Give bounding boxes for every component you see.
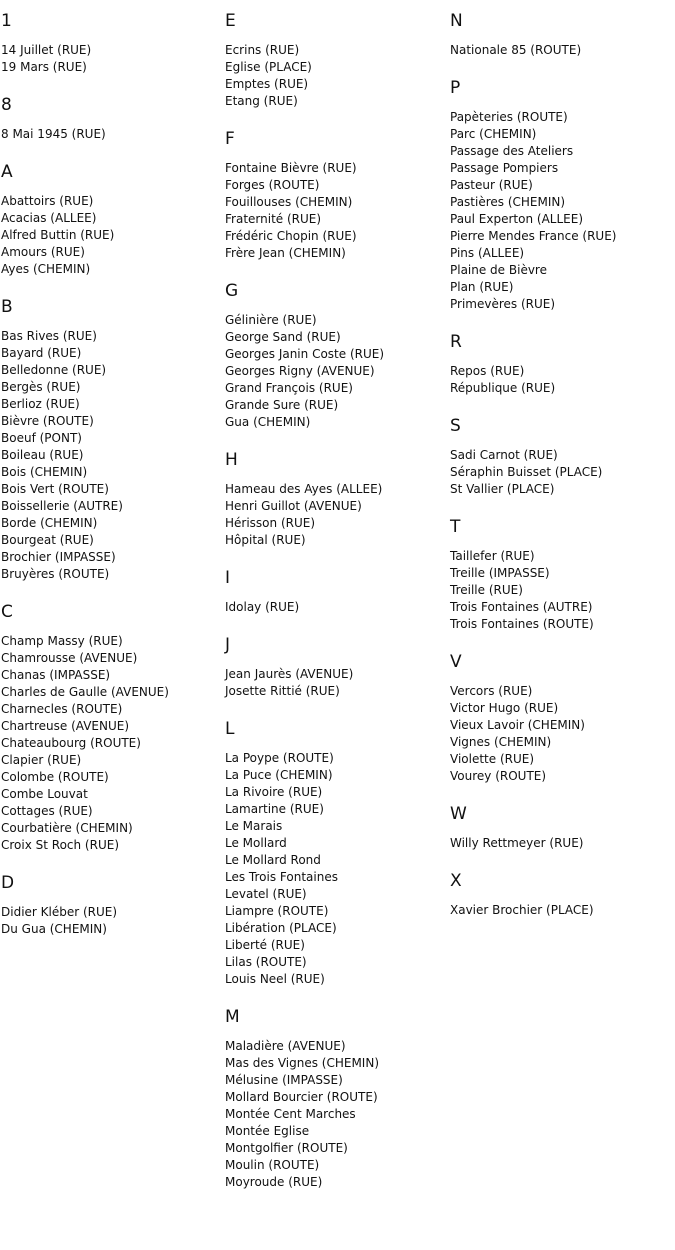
street-item: Taillefer (RUE) (450, 549, 535, 563)
letter-group (225, 128, 447, 262)
street-item: Moyroude (RUE) (225, 1175, 323, 1189)
street-item: Sadi Carnot (RUE) (450, 448, 558, 462)
street-item: Hôpital (RUE) (225, 533, 306, 547)
letter-heading: F (225, 129, 235, 149)
street-item: Parc (CHEMIN) (450, 127, 537, 141)
street-item: Georges Rigny (AVENUE) (225, 364, 375, 378)
street-item: Fontaine Bièvre (RUE) (225, 161, 357, 175)
street-item: Jean Jaurès (AVENUE) (225, 667, 354, 681)
letter-group (1, 10, 221, 76)
street-item: 8 Mai 1945 (RUE) (1, 127, 106, 141)
letter-group (450, 870, 672, 919)
street-item: Borde (CHEMIN) (1, 516, 98, 530)
street-list (225, 42, 447, 110)
letter-heading: B (1, 297, 13, 317)
street-item: Vourey (ROUTE) (450, 769, 547, 783)
letter-heading: M (225, 1007, 240, 1027)
letter-group (225, 634, 447, 700)
street-list (225, 750, 447, 988)
street-item: Passage Pompiers (450, 161, 559, 175)
street-item: Grand François (RUE) (225, 381, 353, 395)
street-item: St Vallier (PLACE) (450, 482, 555, 496)
street-item: Gélinière (RUE) (225, 313, 317, 327)
street-list (1, 633, 221, 854)
street-item: Courbatière (CHEMIN) (1, 821, 133, 835)
letter-heading: G (225, 281, 239, 301)
street-item: Forges (ROUTE) (225, 178, 320, 192)
street-item: Emptes (RUE) (225, 77, 309, 91)
street-item: Bièvre (ROUTE) (1, 414, 94, 428)
street-item: Frère Jean (CHEMIN) (225, 246, 346, 260)
street-item: Liberté (RUE) (225, 938, 305, 952)
street-item: Chamrousse (AVENUE) (1, 651, 138, 665)
street-index-column-2 (225, 10, 447, 1209)
street-item: Boissellerie (AUTRE) (1, 499, 123, 513)
street-item: Du Gua (CHEMIN) (1, 922, 107, 936)
street-item: Maladière (AVENUE) (225, 1039, 346, 1053)
letter-group (1, 872, 221, 938)
street-item: Les Trois Fontaines (225, 870, 338, 884)
street-list (450, 109, 672, 313)
street-item: Treille (RUE) (450, 583, 523, 597)
street-item: Charles de Gaulle (AVENUE) (1, 685, 169, 699)
letter-group (1, 94, 221, 143)
street-item: Boeuf (PONT) (1, 431, 82, 445)
letter-heading: P (450, 78, 461, 98)
letter-group (1, 296, 221, 583)
street-list (1, 328, 221, 583)
street-list (450, 42, 672, 59)
street-item: Repos (RUE) (450, 364, 525, 378)
letter-group (225, 449, 447, 549)
letter-heading: S (450, 416, 461, 436)
letter-group (450, 10, 672, 59)
street-item: Grande Sure (RUE) (225, 398, 339, 412)
street-item: Pastières (CHEMIN) (450, 195, 566, 209)
letter-heading: L (225, 719, 235, 739)
street-item: Mas des Vignes (CHEMIN) (225, 1056, 380, 1070)
street-item: Abattoirs (RUE) (1, 194, 94, 208)
street-list (1, 193, 221, 278)
street-item: Belledonne (RUE) (1, 363, 107, 377)
street-list (450, 548, 672, 633)
street-item: Josette Rittié (RUE) (225, 684, 340, 698)
letter-group (225, 280, 447, 431)
street-item: Hameau des Ayes (ALLEE) (225, 482, 383, 496)
letter-group (450, 651, 672, 785)
letter-group (225, 1006, 447, 1191)
street-item: Willy Rettmeyer (RUE) (450, 836, 584, 850)
street-item: Vignes (CHEMIN) (450, 735, 552, 749)
letter-group (1, 161, 221, 278)
street-item: 19 Mars (RUE) (1, 60, 87, 74)
letter-heading: 1 (1, 11, 12, 31)
street-item: George Sand (RUE) (225, 330, 341, 344)
letter-heading: A (1, 162, 13, 182)
street-list (225, 312, 447, 431)
street-item: Mélusine (IMPASSE) (225, 1073, 343, 1087)
street-item: Montgolfier (ROUTE) (225, 1141, 348, 1155)
street-item: Treille (IMPASSE) (450, 566, 550, 580)
letter-heading: N (450, 11, 463, 31)
street-list (450, 683, 672, 785)
street-list (1, 904, 221, 938)
letter-heading: D (1, 873, 15, 893)
letter-heading: X (450, 871, 462, 891)
street-item: Fouillouses (CHEMIN) (225, 195, 353, 209)
street-item: Eglise (PLACE) (225, 60, 312, 74)
street-item: Brochier (IMPASSE) (1, 550, 116, 564)
street-item: Primevères (RUE) (450, 297, 556, 311)
letter-heading: V (450, 652, 462, 672)
street-item: Nationale 85 (ROUTE) (450, 43, 582, 57)
street-item: Henri Guillot (AVENUE) (225, 499, 362, 513)
street-item: Fraternité (RUE) (225, 212, 322, 226)
letter-heading: W (450, 804, 467, 824)
street-item: Bergès (RUE) (1, 380, 81, 394)
street-item: Trois Fontaines (AUTRE) (450, 600, 593, 614)
street-item: Pierre Mendes France (RUE) (450, 229, 617, 243)
street-item: Bas Rives (RUE) (1, 329, 97, 343)
street-item: République (RUE) (450, 381, 556, 395)
street-item: Lilas (ROUTE) (225, 955, 307, 969)
letter-group (1, 601, 221, 854)
street-item: Etang (RUE) (225, 94, 298, 108)
letter-heading: H (225, 450, 238, 470)
street-list (450, 363, 672, 397)
street-list (225, 666, 447, 700)
street-item: Passage des Ateliers (450, 144, 574, 158)
letter-group (225, 10, 447, 110)
street-item: La Puce (CHEMIN) (225, 768, 333, 782)
letter-heading: R (450, 332, 462, 352)
letter-heading: C (1, 602, 13, 622)
street-item: Moulin (ROUTE) (225, 1158, 320, 1172)
street-item: Frédéric Chopin (RUE) (225, 229, 357, 243)
street-list (225, 160, 447, 262)
street-item: Le Marais (225, 819, 283, 833)
street-item: Champ Massy (RUE) (1, 634, 123, 648)
street-list (450, 447, 672, 498)
letter-heading: E (225, 11, 236, 31)
street-item: Croix St Roch (RUE) (1, 838, 120, 852)
street-item: Libération (PLACE) (225, 921, 337, 935)
street-index-column-3 (450, 10, 672, 937)
street-item: Chanas (IMPASSE) (1, 668, 111, 682)
street-item: Gua (CHEMIN) (225, 415, 311, 429)
street-item: Cottages (RUE) (1, 804, 93, 818)
street-list (1, 42, 221, 76)
letter-heading: J (225, 635, 231, 655)
street-item: Bruyères (ROUTE) (1, 567, 110, 581)
street-item: Ayes (CHEMIN) (1, 262, 91, 276)
street-item: Levatel (RUE) (225, 887, 307, 901)
street-item: Pasteur (RUE) (450, 178, 533, 192)
street-item: Paul Experton (ALLEE) (450, 212, 583, 226)
street-item: Bois (CHEMIN) (1, 465, 88, 479)
street-item: Le Mollard Rond (225, 853, 321, 867)
street-item: Chateaubourg (ROUTE) (1, 736, 141, 750)
street-list (225, 481, 447, 549)
letter-group (450, 516, 672, 633)
street-item: Mollard Bourcier (ROUTE) (225, 1090, 378, 1104)
street-list (1, 126, 221, 143)
street-item: La Rivoire (RUE) (225, 785, 323, 799)
street-item: Chartreuse (AVENUE) (1, 719, 130, 733)
street-list (225, 1038, 447, 1191)
street-list (450, 835, 672, 852)
street-item: Montée Eglise (225, 1124, 310, 1138)
street-item: La Poype (ROUTE) (225, 751, 334, 765)
street-item: Charnecles (ROUTE) (1, 702, 123, 716)
letter-group (225, 718, 447, 988)
street-item: Hérisson (RUE) (225, 516, 316, 530)
street-item: Vercors (RUE) (450, 684, 533, 698)
street-item: Victor Hugo (RUE) (450, 701, 559, 715)
street-item: Acacias (ALLEE) (1, 211, 97, 225)
street-item: Georges Janin Coste (RUE) (225, 347, 385, 361)
street-item: Idolay (RUE) (225, 600, 300, 614)
street-item: Boileau (RUE) (1, 448, 84, 462)
street-item: Pins (ALLEE) (450, 246, 525, 260)
letter-group (450, 77, 672, 313)
street-item: Bois Vert (ROUTE) (1, 482, 109, 496)
street-item: Xavier Brochier (PLACE) (450, 903, 594, 917)
street-item: Plan (RUE) (450, 280, 514, 294)
street-item: Clapier (RUE) (1, 753, 82, 767)
street-item: Montée Cent Marches (225, 1107, 356, 1121)
street-item: Trois Fontaines (ROUTE) (450, 617, 594, 631)
street-item: Plaine de Bièvre (450, 263, 547, 277)
street-item: Louis Neel (RUE) (225, 972, 325, 986)
letter-heading: I (225, 568, 231, 588)
street-index-column-1 (1, 10, 221, 956)
street-list (450, 902, 672, 919)
street-item: Colombe (ROUTE) (1, 770, 109, 784)
street-item: Bayard (RUE) (1, 346, 82, 360)
street-item: Le Mollard (225, 836, 287, 850)
letter-group (450, 331, 672, 397)
letter-heading: T (450, 517, 461, 537)
letter-group (225, 567, 447, 616)
street-item: Berlioz (RUE) (1, 397, 80, 411)
street-item: Violette (RUE) (450, 752, 535, 766)
street-item: Liampre (ROUTE) (225, 904, 329, 918)
street-item: Séraphin Buisset (PLACE) (450, 465, 603, 479)
street-item: Ecrins (RUE) (225, 43, 300, 57)
street-item: Papèteries (ROUTE) (450, 110, 568, 124)
street-item: Combe Louvat (1, 787, 88, 801)
street-list (225, 599, 447, 616)
letter-group (450, 415, 672, 498)
street-item: 14 Juillet (RUE) (1, 43, 92, 57)
street-item: Didier Kléber (RUE) (1, 905, 118, 919)
letter-heading: 8 (1, 95, 12, 115)
street-item: Lamartine (RUE) (225, 802, 324, 816)
street-item: Amours (RUE) (1, 245, 85, 259)
street-item: Vieux Lavoir (CHEMIN) (450, 718, 585, 732)
street-item: Alfred Buttin (RUE) (1, 228, 115, 242)
street-item: Bourgeat (RUE) (1, 533, 94, 547)
letter-group (450, 803, 672, 852)
